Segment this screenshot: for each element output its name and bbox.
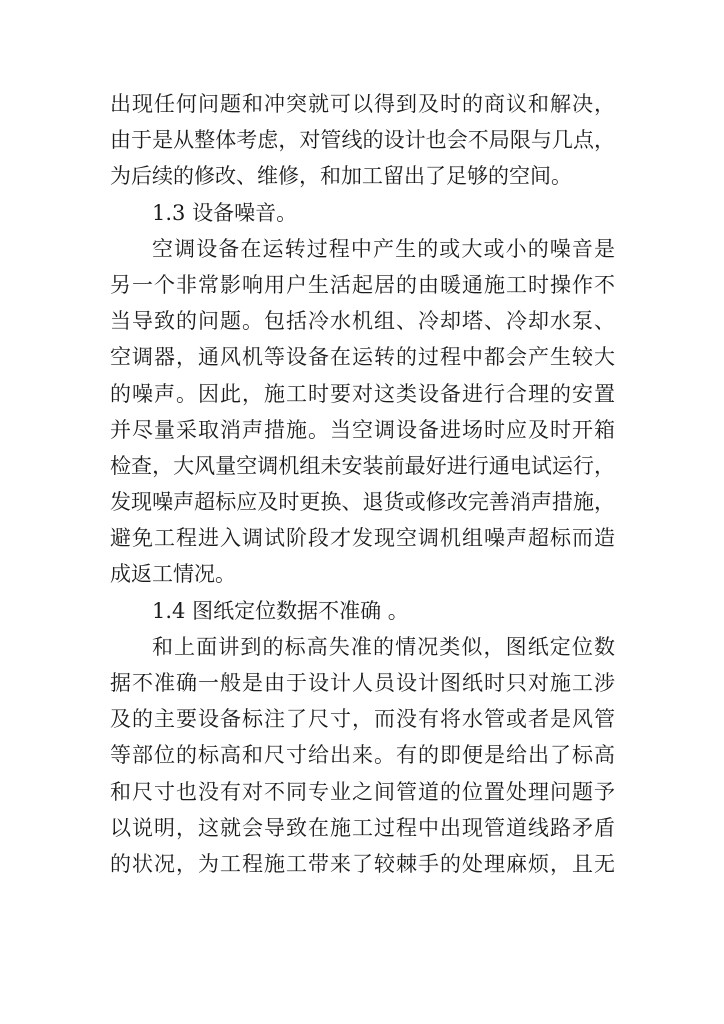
document-body xyxy=(110,86,615,882)
body-line: 和上面讲到的标高失准的情况类似，图纸定位数 xyxy=(152,634,615,659)
body-line: 检查，大风量空调机组未安装前最好进行通电试运行， xyxy=(110,453,615,478)
body-line: 及的主要设备标注了尺寸，而没有将水管或者是风管 xyxy=(110,707,615,732)
body-line: 另一个非常影响用户生活起居的由暖通施工时操作不 xyxy=(110,272,615,297)
body-line: 以说明，这就会导致在施工过程中出现管道线路矛盾 xyxy=(110,815,615,840)
body-line: 发现噪声超标应及时更换、退货或修改完善消声措施， xyxy=(110,490,615,515)
body-line: 空调设备在运转过程中产生的或大或小的噪音是 xyxy=(152,236,615,261)
body-line: 出现任何问题和冲突就可以得到及时的商议和解决， xyxy=(110,92,615,116)
section-heading-1-4: 1.4 图纸定位数据不准确 。 xyxy=(152,598,409,623)
body-line: 为后续的修改、维修，和加工留出了足够的空间。 xyxy=(110,164,572,189)
body-line: 的状况，为工程施工带来了较棘手的处理麻烦，且无 xyxy=(110,851,615,876)
body-line: 当导致的问题。包括冷水机组、冷却塔、冷却水泵、 xyxy=(110,309,615,334)
body-line: 由于是从整体考虑，对管线的设计也会不局限与几点， xyxy=(110,128,615,153)
body-line: 空调器，通风机等设备在运转的过程中都会产生较大 xyxy=(110,345,615,370)
body-line: 并尽量采取消声措施。当空调设备进场时应及时开箱 xyxy=(110,417,615,442)
body-line: 避免工程进入调试阶段才发现空调机组噪声超标而造 xyxy=(110,526,615,551)
body-line: 据不准确一般是由于设计人员设计图纸时只对施工涉 xyxy=(110,671,615,695)
body-line: 的噪声。因此，施工时要对这类设备进行合理的安置 xyxy=(110,381,615,406)
section-heading-1-3: 1.3 设备噪音。 xyxy=(152,200,298,225)
body-line: 等部位的标高和尺寸给出来。有的即便是给出了标高 xyxy=(110,743,615,768)
body-line: 和尺寸也没有对不同专业之间管道的位置处理问题予 xyxy=(110,779,615,804)
body-line: 成返工情况。 xyxy=(110,562,236,587)
